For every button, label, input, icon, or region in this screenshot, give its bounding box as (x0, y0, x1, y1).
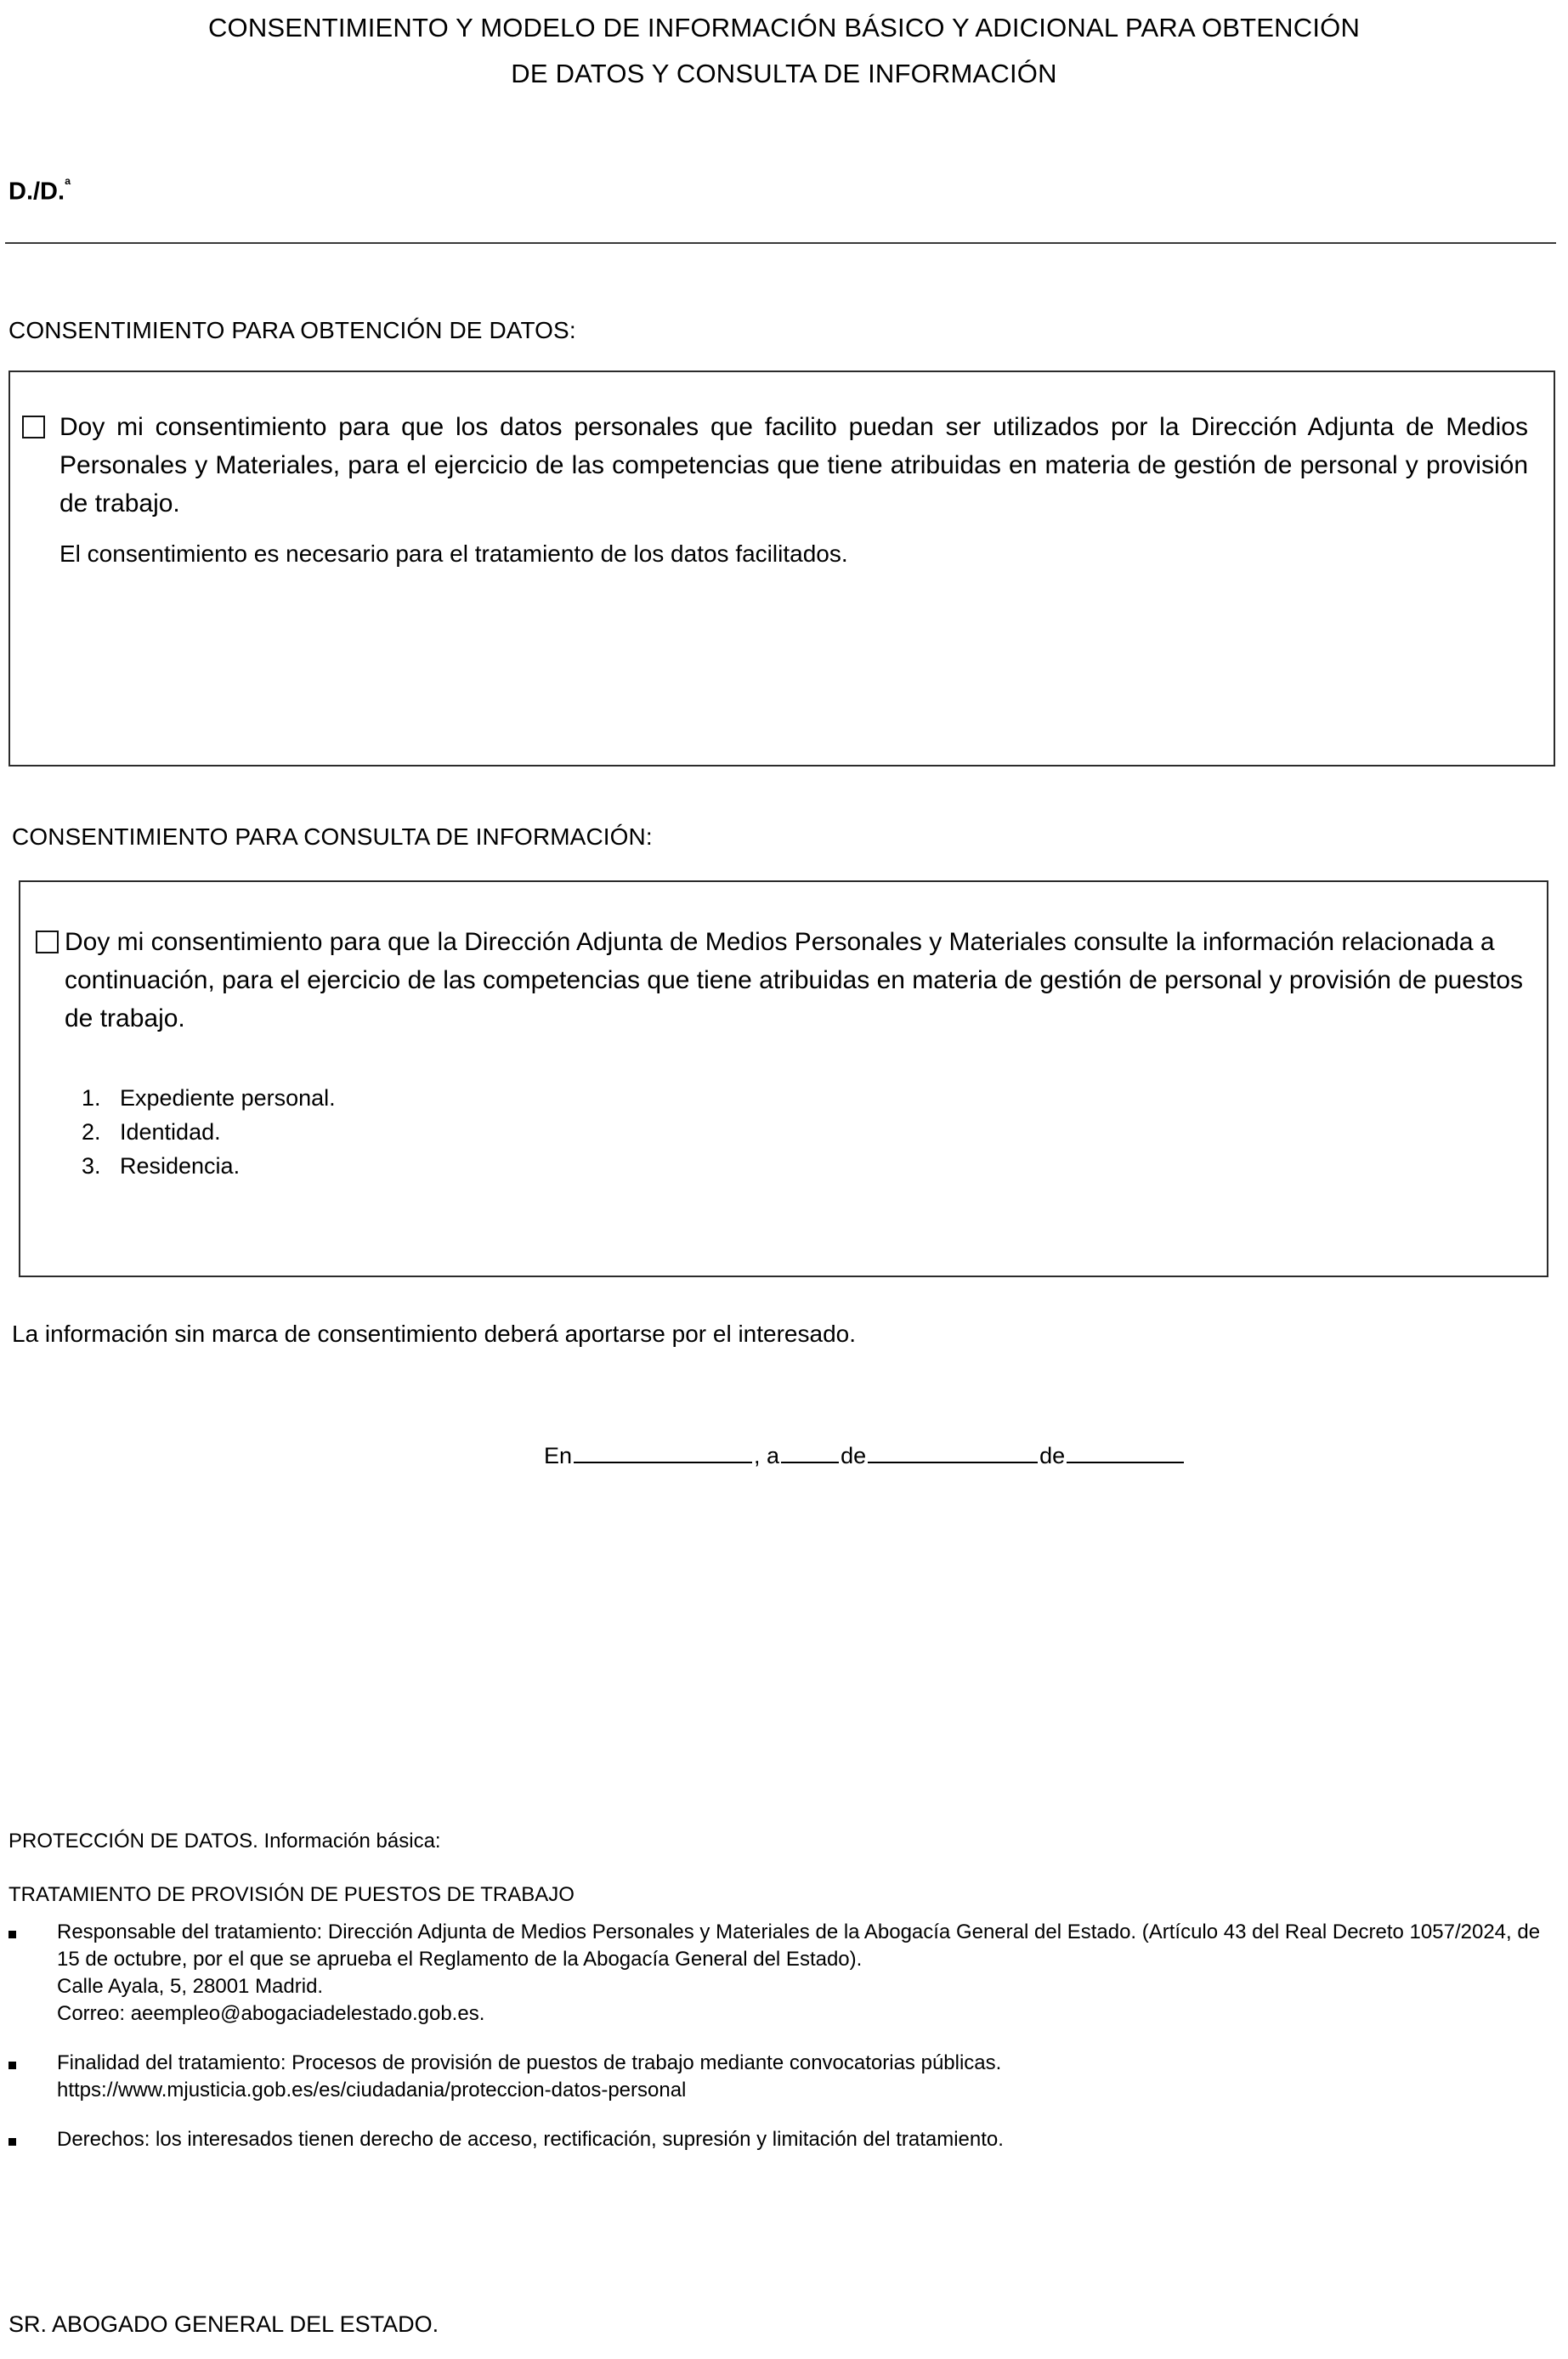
list-item (82, 1115, 336, 1149)
data-protection-heading: PROTECCIÓN DE DATOS. Información básica: (8, 1830, 441, 1853)
privacy-policy-link[interactable]: https://www.mjusticia.gob.es/es/ciudadania/proteccion-datos-personal (57, 2079, 687, 2102)
consulta-info-list (82, 1081, 336, 1183)
square-bullet-icon (8, 2138, 16, 2146)
consent-consulta-row (36, 923, 1533, 1038)
date-line-prefix: En (544, 1443, 573, 1468)
list-item (82, 1149, 336, 1183)
consent-obtencion-necessary-note: El consentimiento es necesario para el tratamiento de los datos facilitados. (59, 540, 848, 567)
place-and-date-line (544, 1439, 1186, 1473)
page-title (0, 5, 1568, 97)
list-item (8, 2126, 1547, 2153)
section-heading-consulta: CONSENTIMIENTO PARA CONSULTA DE INFORMACIÓN: (12, 823, 653, 850)
data-protection-bullet-list (8, 1919, 1547, 2175)
rights-text: Derechos: los interesados tienen derecho de acceso, rectificación, supresión y limitación del tratamiento. (57, 2128, 1004, 2151)
name-field-label (8, 172, 71, 206)
date-line-de-2: de (1039, 1443, 1066, 1468)
responsible-email: Correo: aeempleo@abogaciadelestado.gob.es. (57, 2002, 485, 2025)
data-protection-subheading: TRATAMIENTO DE PROVISIÓN DE PUESTOS DE TRABAJO (8, 1883, 575, 1906)
responsible-text: Responsable del tratamiento: Dirección Adjunta de Medios Personales y Materiales de la Abogacía General del Estado. (Artículo 43 del Real Decreto 1057/2024, de 15 de octubre, por el que se aprueba el Reglamento de la Abogacía General del Estado). (57, 1921, 1541, 1971)
closing-addressee: SR. ABOGADO GENERAL DEL ESTADO. (8, 2311, 439, 2337)
consent-obtencion-text: Doy mi consentimiento para que los datos personales que facilito puedan ser utilizados por la Dirección Adjunta de Medios Personales y Materiales, para el ejercicio de las competencias que tiene atribuidas en materia de gestión de personal y provisión de trabajo. (59, 413, 1528, 518)
info-without-consent-note: La información sin marca de consentimiento deberá aportarse por el interesado. (12, 1321, 857, 1347)
list-item (8, 2050, 1547, 2104)
consent-box-consulta (19, 880, 1548, 1277)
consent-consulta-checkbox[interactable] (36, 931, 59, 953)
page-title-line-2: DE DATOS Y CONSULTA DE INFORMACIÓN (511, 59, 1057, 88)
square-bullet-icon (8, 1931, 16, 1938)
responsible-contact-block (57, 1973, 1547, 2028)
section-heading-obtencion: CONSENTIMIENTO PARA OBTENCIÓN DE DATOS: (8, 317, 576, 343)
day-input-blank[interactable] (781, 1440, 839, 1463)
list-item (82, 1081, 336, 1115)
bullet-body (57, 1919, 1547, 2028)
bullet-body (57, 2126, 1004, 2153)
purpose-text: Finalidad del tratamiento: Procesos de provisión de puestos de trabajo mediante convocatorias públicas. (57, 2051, 1002, 2074)
square-bullet-icon (8, 2062, 16, 2069)
page-title-line-1: CONSENTIMIENTO Y MODELO DE INFORMACIÓN BÁSICO Y ADICIONAL PARA OBTENCIÓN (207, 13, 1361, 42)
consent-consulta-text: Doy mi consentimiento para que la Dirección Adjunta de Medios Personales y Materiales consulte la información relacionada a continuación, para el ejercicio de las competencias que tiene atribuidas en materia de gestión de personal y provisión de puestos de trabajo. (65, 928, 1524, 1032)
list-item-number: 2. (82, 1119, 101, 1145)
list-item (8, 1919, 1547, 2028)
date-line-de-1: de (841, 1443, 867, 1468)
bullet-body (57, 2050, 1001, 2104)
name-field-label-text: D./D. (8, 178, 65, 206)
year-input-blank[interactable] (1067, 1440, 1184, 1463)
list-item-number: 1. (82, 1085, 101, 1111)
list-item-label: Expediente personal. (120, 1085, 336, 1111)
date-line-comma: , a (754, 1443, 780, 1468)
name-field-label-superscript: ª (65, 177, 71, 195)
list-item-label: Residencia. (120, 1153, 241, 1179)
responsible-address: Calle Ayala, 5, 28001 Madrid. (57, 1975, 324, 1998)
month-input-blank[interactable] (868, 1440, 1038, 1463)
consent-box-obtencion (8, 371, 1555, 767)
list-item-number: 3. (82, 1153, 101, 1179)
consent-obtencion-checkbox[interactable] (22, 416, 45, 438)
place-input-blank[interactable] (574, 1440, 752, 1463)
list-item-label: Identidad. (120, 1119, 221, 1145)
name-field-input-rule[interactable] (5, 242, 1556, 244)
consent-obtencion-row (22, 408, 1535, 523)
